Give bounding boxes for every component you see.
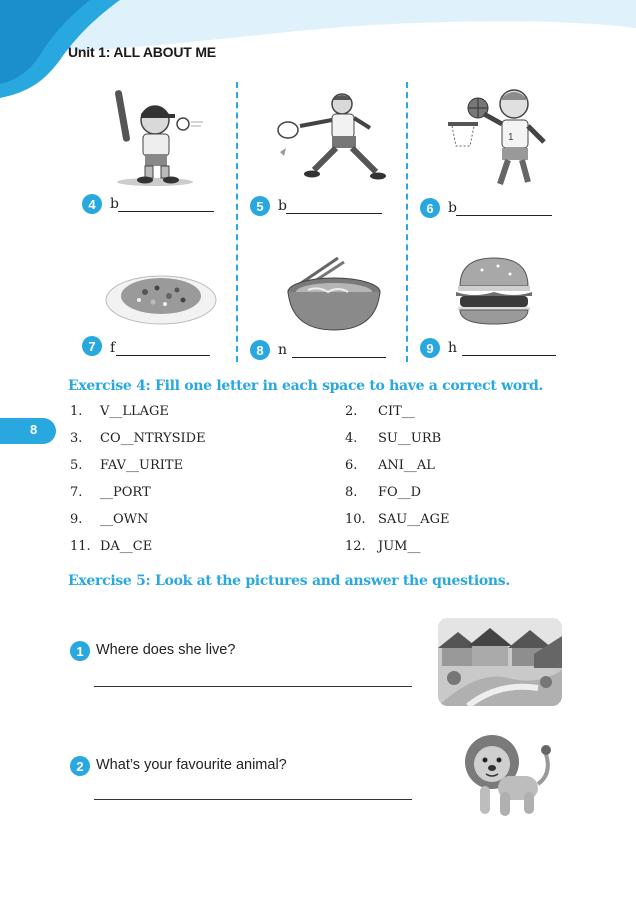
- exercise-4-title: Exercise 4: Fill one letter in each space to have a correct word.: [68, 378, 544, 394]
- exercise-item-number: 3.: [70, 431, 83, 446]
- item-number-badge: 8: [250, 340, 270, 360]
- fried-rice-image: [105, 266, 217, 328]
- answer-blank[interactable]: [462, 355, 556, 356]
- question-number-badge: 2: [70, 756, 90, 776]
- exercise-item-word[interactable]: JUM__: [378, 539, 421, 554]
- question-text: Where does she live?: [96, 642, 236, 658]
- village-photo: [438, 618, 562, 706]
- exercise-item-word[interactable]: SU__URB: [378, 431, 442, 446]
- exercise-item-number: 9.: [70, 512, 83, 527]
- exercise-item-number: 4.: [345, 431, 358, 446]
- hamburger-image: [454, 256, 534, 326]
- answer-blank[interactable]: [118, 211, 214, 212]
- exercise-item-number: 10.: [345, 512, 366, 527]
- noodle-bowl-image: [278, 256, 384, 332]
- exercise-item-number: 6.: [345, 458, 358, 473]
- column-divider: [406, 82, 408, 362]
- badminton-player-image: [270, 90, 390, 184]
- basketball-player-image: [444, 86, 554, 190]
- exercise-5-title: Exercise 5: Look at the pictures and answer the questions.: [68, 573, 510, 589]
- exercise-item-word[interactable]: DA__CE: [100, 539, 153, 554]
- exercise-item-number: 8.: [345, 485, 358, 500]
- exercise-item-word[interactable]: __PORT: [100, 485, 151, 500]
- question-text: What’s your favourite animal?: [96, 757, 287, 773]
- lion-cartoon: [458, 730, 554, 820]
- exercise-item-word[interactable]: CO__NTRYSIDE: [100, 431, 206, 446]
- initial-letter: b: [278, 198, 287, 214]
- exercise-item-word[interactable]: ANI__AL: [378, 458, 435, 473]
- exercise-item-word[interactable]: __OWN: [100, 512, 149, 527]
- answer-line[interactable]: [94, 799, 412, 800]
- exercise-item-number: 5.: [70, 458, 83, 473]
- initial-letter: h: [448, 340, 458, 356]
- answer-blank[interactable]: [292, 357, 386, 358]
- exercise-item-number: 12.: [345, 539, 366, 554]
- initial-letter: n: [278, 342, 288, 358]
- exercise-item-word[interactable]: V__LLAGE: [100, 404, 169, 419]
- item-number-badge: 9: [420, 338, 440, 358]
- column-divider: [236, 82, 238, 362]
- initial-letter: b: [448, 200, 457, 216]
- exercise-item-number: 11.: [70, 539, 91, 554]
- unit-title: Unit 1: ALL ABOUT ME: [68, 44, 216, 60]
- item-number-badge: 6: [420, 198, 440, 218]
- answer-blank[interactable]: [456, 215, 552, 216]
- exercise-item-word[interactable]: CIT__: [378, 404, 415, 419]
- svg-text:1: 1: [508, 132, 514, 143]
- page-tab: [0, 418, 56, 444]
- initial-letter: f: [110, 340, 116, 356]
- initial-letter: b: [110, 196, 119, 212]
- exercise-item-word[interactable]: FO__D: [378, 485, 422, 500]
- item-number-badge: 7: [82, 336, 102, 356]
- item-number-badge: 5: [250, 196, 270, 216]
- exercise-item-number: 7.: [70, 485, 83, 500]
- exercise-item-number: 1.: [70, 404, 83, 419]
- exercise-item-number: 2.: [345, 404, 358, 419]
- page-number: 8: [30, 422, 38, 437]
- question-number-badge: 1: [70, 641, 90, 661]
- answer-line[interactable]: [94, 686, 412, 687]
- answer-blank[interactable]: [286, 213, 382, 214]
- item-number-badge: 4: [82, 194, 102, 214]
- exercise-item-word[interactable]: FAV__URITE: [100, 458, 184, 473]
- baseball-player-image: [105, 86, 205, 188]
- answer-blank[interactable]: [116, 355, 210, 356]
- exercise-item-word[interactable]: SAU__AGE: [378, 512, 450, 527]
